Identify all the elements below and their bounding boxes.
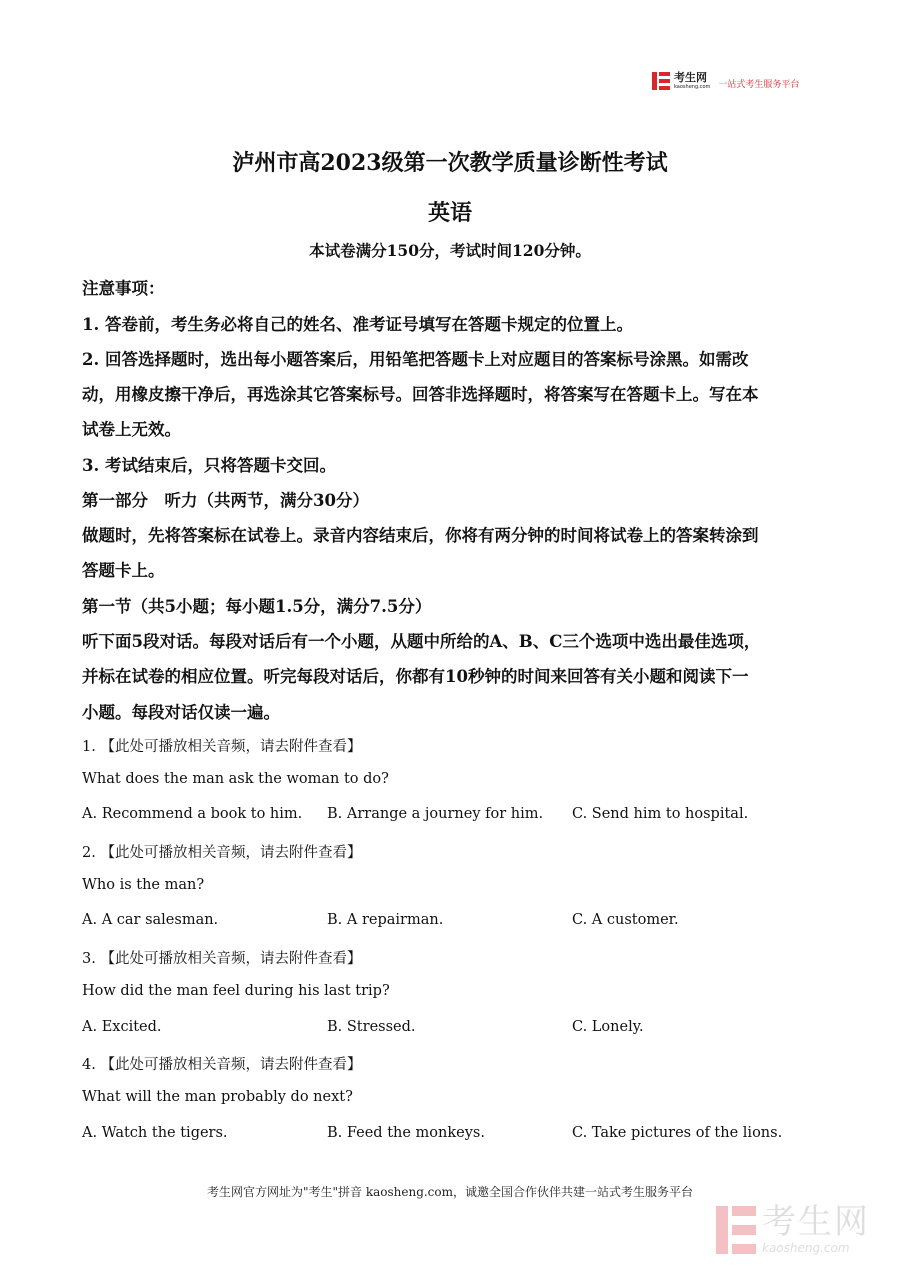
- section1-heading: 第一节（共5小题；每小题1.5分，满分7.5分）: [82, 597, 432, 616]
- question-3-option-c: C. Lonely.: [572, 1019, 644, 1035]
- question-4-audio-placeholder[interactable]: 4. 【此处可播放相关音频，请去附件查看】: [82, 1057, 362, 1073]
- question-4-option-b: B. Feed the monkeys.: [327, 1125, 485, 1141]
- part1-heading: 第一部分 听力（共两节，满分30分）: [82, 491, 369, 510]
- question-1-option-b: B. Arrange a journey for him.: [327, 806, 544, 822]
- question-2-option-b: B. A repairman.: [327, 912, 444, 928]
- exam-subject: 英语: [427, 200, 472, 226]
- notes-item-1: 1. 答卷前，考生务必将自己的姓名、准考证号填写在答题卡规定的位置上。: [82, 315, 633, 334]
- watermark-brand-text: 考生网: [762, 1202, 870, 1242]
- exam-title: 泸州市高2023级第一次教学质量诊断性考试: [232, 150, 668, 176]
- part1-instruction-line-1: 做题时，先将答案标在试卷上。录音内容结束后，你将有两分钟的时间将试卷上的答案转涂到: [82, 526, 759, 545]
- page-footer: 考生网官方网址为"考生"拼音 kaosheng.com，诚邀全国合作伙伴共建一站式考生服务平台: [206, 1185, 694, 1199]
- kaosheng-logo-icon: [652, 72, 670, 90]
- question-2-audio-placeholder[interactable]: 2. 【此处可播放相关音频，请去附件查看】: [82, 845, 362, 861]
- part1-instruction-line-2: 答题卡上。: [82, 561, 165, 580]
- logo-slogan: 一站式考生服务平台: [718, 79, 800, 90]
- question-2-option-a: A. A car salesman.: [82, 912, 219, 928]
- section1-instruction-line-3: 小题。每段对话仅读一遍。: [82, 703, 280, 722]
- question-3-text: How did the man feel during his last trip?: [82, 983, 390, 999]
- notes-item-2-line-1: 2. 回答选择题时，选出每小题答案后，用铅笔把答题卡上对应题目的答案标号涂黑。如需改: [82, 350, 749, 369]
- question-2-text: Who is the man?: [82, 877, 205, 893]
- question-4-text: What will the man probably do next?: [82, 1089, 353, 1105]
- question-3-audio-placeholder[interactable]: 3. 【此处可播放相关音频，请去附件查看】: [82, 951, 362, 967]
- notes-item-3: 3. 考试结束后，只将答题卡交回。: [82, 456, 336, 475]
- question-1-text: What does the man ask the woman to do?: [82, 771, 389, 787]
- exam-score-line: 本试卷满分150分，考试时间120分钟。: [309, 241, 591, 260]
- question-3-option-a: A. Excited.: [82, 1019, 162, 1035]
- notes-heading: 注意事项：: [82, 279, 165, 298]
- watermark: [716, 1202, 870, 1255]
- header-logo: [652, 72, 799, 90]
- question-1-audio-placeholder[interactable]: 1. 【此处可播放相关音频，请去附件查看】: [82, 739, 362, 755]
- section1-instruction-line-2: 并标在试卷的相应位置。听完每段对话后，你都有10秒钟的时间来回答有关小题和阅读下一: [82, 667, 749, 686]
- watermark-domain-text: kaosheng.com: [762, 1241, 850, 1255]
- notes-item-2-line-3: 试卷上无效。: [82, 420, 181, 439]
- logo-domain-text: kaosheng.com: [674, 84, 711, 90]
- question-1-option-a: A. Recommend a book to him.: [82, 806, 303, 822]
- logo-brand-text: 考生网: [674, 71, 707, 84]
- question-4-option-c: C. Take pictures of the lions.: [572, 1125, 783, 1141]
- question-3-option-b: B. Stressed.: [327, 1019, 416, 1035]
- question-2-option-c: C. A customer.: [572, 912, 679, 928]
- section1-instruction-line-1: 听下面5段对话。每段对话后有一个小题，从题中所给的A、B、C三个选项中选出最佳选项，: [82, 632, 761, 651]
- notes-item-2-line-2: 动，用橡皮擦干净后，再选涂其它答案标号。回答非选择题时，将答案写在答题卡上。写在本: [82, 385, 759, 404]
- question-4-option-a: A. Watch the tigers.: [82, 1125, 228, 1141]
- question-1-option-c: C. Send him to hospital.: [572, 806, 749, 822]
- watermark-logo-icon: [716, 1206, 756, 1254]
